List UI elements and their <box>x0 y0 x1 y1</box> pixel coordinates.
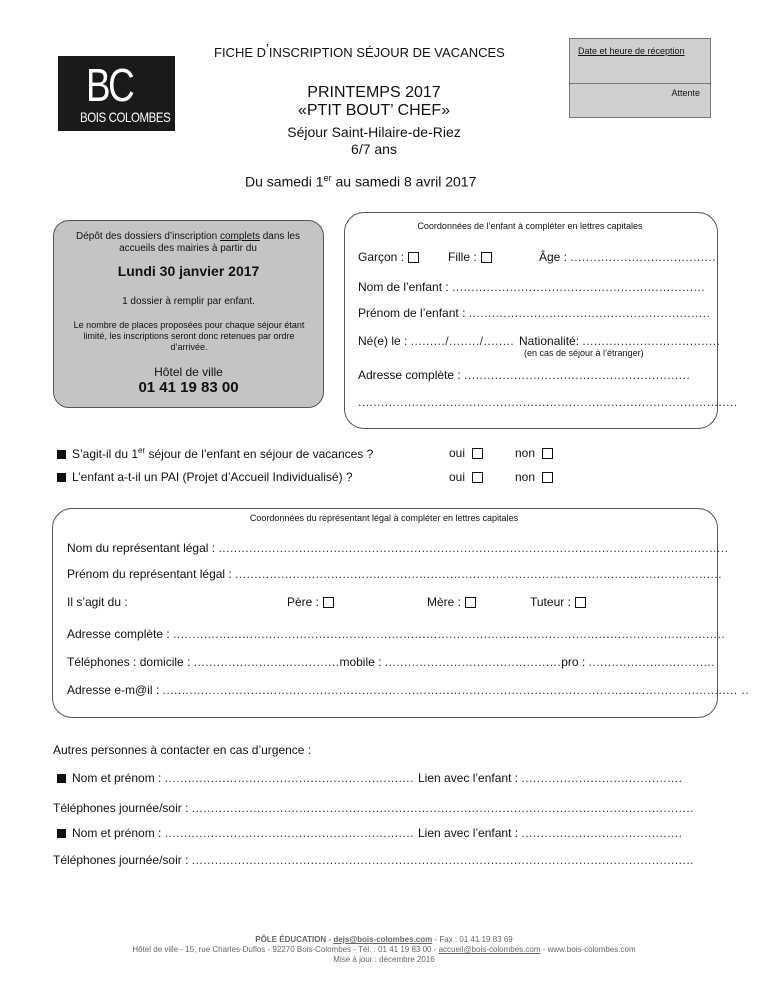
boy-checkbox[interactable] <box>408 252 419 263</box>
child-address-line2[interactable]: ................................................................................................... <box>358 395 738 409</box>
reception-status: Attente <box>671 88 700 98</box>
footer-line-2: Hôtel de ville - 15, rue Charles-Duflos - 92270 Bois-Colombes - Tél. : 01 41 19 83 00 - accueil@bois-colombes.com - www.bois-colombes.com <box>132 945 636 954</box>
father-field: Père : <box>287 595 334 609</box>
pai-yes-checkbox[interactable] <box>472 472 483 483</box>
places-limit-text: Le nombre de places proposées pour chaque séjour étant limité, les inscriptions seront donc retenues par ordre d’arrivée. <box>73 320 305 352</box>
question-first-stay: S’agit-il du 1er séjour de l’enfant en séjour de vacances ? <box>57 446 373 461</box>
child-address-field[interactable]: Adresse complète : ........................................................... <box>358 368 691 382</box>
deposit-text: Dépôt des dossiers d’inscription complets dans les accueils des mairies à partir du <box>75 231 300 254</box>
legal-address-field[interactable]: Adresse complète : ................................................................................................................................................ <box>67 627 726 641</box>
legal-last-name-field[interactable]: Nom du représentant légal : ..................................................................................................................................... <box>67 541 729 555</box>
logo-initials: BC <box>86 59 133 111</box>
deposit-date: Lundi 30 janvier 2017 <box>117 263 260 279</box>
mother-field: Mère : <box>427 595 476 609</box>
bois-colombes-logo <box>58 56 175 131</box>
pai-yes: oui <box>449 470 483 484</box>
camp-name: «PTIT BOUT’ CHEF» <box>297 102 451 119</box>
boy-field: Garçon : <box>358 250 419 264</box>
first-stay-no: non <box>515 446 553 460</box>
townhall-label: Hôtel de ville <box>154 365 223 379</box>
pai-no: non <box>515 470 553 484</box>
legal-heading: Coordonnées du représentant légal à compléter en lettres capitales <box>249 513 519 523</box>
guardian-checkbox[interactable] <box>575 597 586 608</box>
nationality-note: (en cas de séjour à l’étranger) <box>524 348 644 358</box>
camp-place: Séjour Saint-Hilaire-de-Riez <box>287 124 461 140</box>
bullet-square-icon <box>57 473 66 482</box>
camp-title-block <box>214 84 534 120</box>
one-file-text: 1 dossier à remplir par enfant. <box>122 296 255 307</box>
first-stay-no-checkbox[interactable] <box>542 448 553 459</box>
camp-dates: Du samedi 1er au samedi 8 avril 2017 <box>245 173 477 190</box>
deposit-info-box <box>53 220 324 408</box>
question-pai: L’enfant a-t-il un PAI (Projet d’Accueil Individualisé) ? <box>57 470 353 484</box>
child-last-name-field[interactable]: Nom de l’enfant : .................................................................. <box>358 280 706 294</box>
relation-label: Il s’agit du : <box>67 595 128 609</box>
mother-checkbox[interactable] <box>465 597 476 608</box>
child-heading: Coordonnées de l’enfant à compléter en lettres capitales <box>417 221 643 231</box>
form-title: FICHE D’INSCRIPTION SÉJOUR DE VACANCES <box>214 41 505 60</box>
footer-update: Mise à jour : décembre 2016 <box>333 955 435 964</box>
girl-field: Fille : <box>448 250 492 264</box>
footer <box>0 935 768 965</box>
emergency-contact-2-link[interactable]: Lien avec l’enfant : .......................................... <box>418 826 683 840</box>
phones-field[interactable]: Téléphones : domicile : ......................................mobile : ..............................................pro : ................................. <box>67 655 716 669</box>
nationality-field[interactable]: Nationalité: .................................... <box>519 334 721 348</box>
camp-place-block <box>214 124 534 158</box>
townhall-phone: 01 41 19 83 00 <box>138 379 239 396</box>
bullet-square-icon <box>57 450 66 459</box>
footer-email-link[interactable]: dejs@bois-colombes.com <box>333 935 433 944</box>
logo-name: BOIS COLOMBES <box>80 109 171 125</box>
emergency-contact-1-link[interactable]: Lien avec l’enfant : .......................................... <box>418 771 683 785</box>
emergency-title: Autres personnes à contacter en cas d’urgence : <box>53 743 312 757</box>
footer-line-1: PÔLE ÉDUCATION - dejs@bois-colombes.com - Fax : 01 41 19 83 69 <box>255 935 513 944</box>
emergency-contact-1-phones[interactable]: Téléphones journée/soir : ................................................................................................................................... <box>53 801 695 815</box>
first-stay-yes-checkbox[interactable] <box>472 448 483 459</box>
emergency-contact-2-name[interactable]: Nom et prénom : ................................................................. <box>57 826 414 840</box>
birth-date-field[interactable]: Né(e) le : ........./......../........ <box>358 334 515 348</box>
footer-accueil-link[interactable]: accueil@bois-colombes.com <box>438 945 541 954</box>
bullet-square-icon <box>57 774 66 783</box>
age-field[interactable]: Âge : ...................................... <box>539 250 717 264</box>
email-field[interactable]: Adresse e-m@il : ...................................................................................................................................................... .. <box>67 683 750 697</box>
camp-ages: 6/7 ans <box>351 141 397 157</box>
guardian-field: Tuteur : <box>530 595 586 609</box>
season: PRINTEMPS 2017 <box>307 84 441 101</box>
bullet-square-icon <box>57 829 66 838</box>
emergency-contact-1-name[interactable]: Nom et prénom : ................................................................. <box>57 771 414 785</box>
girl-checkbox[interactable] <box>481 252 492 263</box>
pai-no-checkbox[interactable] <box>542 472 553 483</box>
first-stay-yes: oui <box>449 446 483 460</box>
legal-first-name-field[interactable]: Prénom du représentant légal : ............................................................................................................................... <box>67 567 723 581</box>
child-first-name-field[interactable]: Prénom de l’enfant : ............................................................... <box>358 306 711 320</box>
father-checkbox[interactable] <box>323 597 334 608</box>
reception-box <box>569 38 711 118</box>
emergency-contact-2-phones[interactable]: Téléphones journée/soir : ................................................................................................................................... <box>53 853 695 867</box>
reception-label: Date et heure de réception <box>578 46 685 56</box>
